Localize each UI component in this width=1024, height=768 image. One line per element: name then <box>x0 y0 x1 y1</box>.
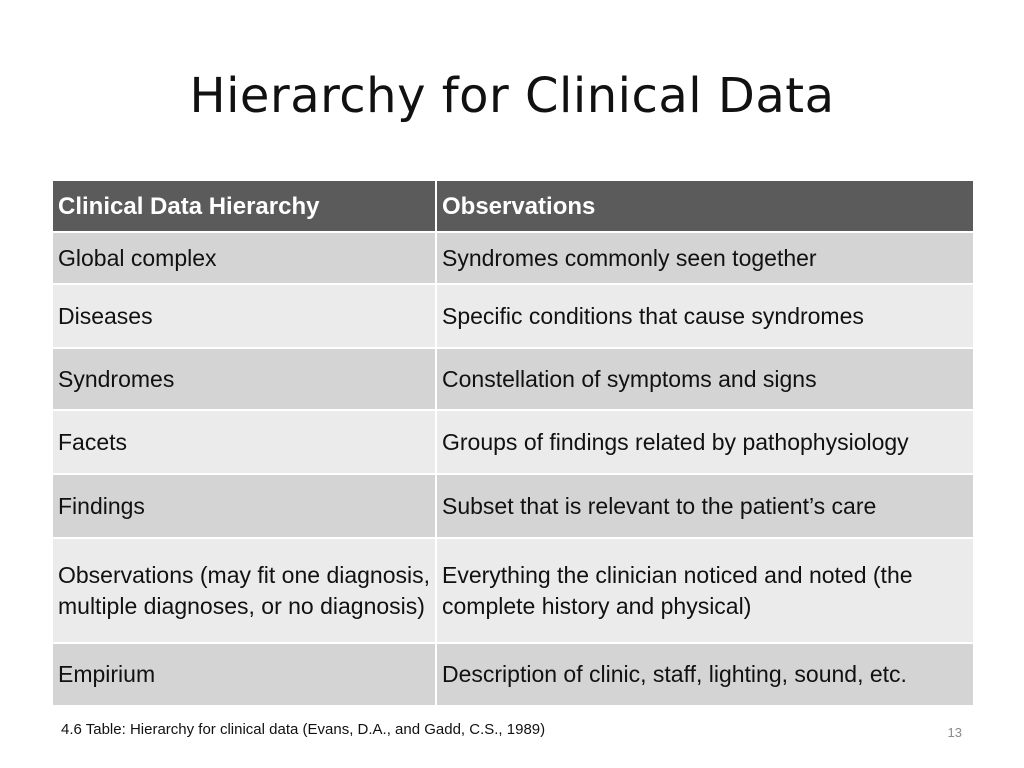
hierarchy-table <box>51 179 975 707</box>
table-row <box>52 474 974 538</box>
table-cell-observation: Specific conditions that cause syndromes <box>436 284 974 348</box>
table-cell-observation: Groups of findings related by pathophysiology <box>436 410 974 474</box>
table-header-row <box>52 180 974 232</box>
table-cell-observation: Everything the clinician noticed and noted (the complete history and physical) <box>436 538 974 643</box>
table-cell-observation: Syndromes commonly seen together <box>436 232 974 284</box>
table-row <box>52 643 974 706</box>
table-caption: 4.6 Table: Hierarchy for clinical data (Evans, D.A., and Gadd, C.S., 1989) <box>61 721 546 738</box>
slide-number: 13 <box>947 725 962 740</box>
table-row <box>52 348 974 410</box>
table-cell-level: Diseases <box>52 284 436 348</box>
table-row <box>52 284 974 348</box>
table-cell-level: Global complex <box>52 232 436 284</box>
table-cell-level: Syndromes <box>52 348 436 410</box>
table-cell-observation: Subset that is relevant to the patient’s care <box>436 474 974 538</box>
table-cell-level: Facets <box>52 410 436 474</box>
table-cell-observation: Description of clinic, staff, lighting, sound, etc. <box>436 643 974 706</box>
table-row <box>52 410 974 474</box>
slide-title: Hierarchy for Clinical Data <box>189 68 835 124</box>
table-cell-level: Findings <box>52 474 436 538</box>
column-header-observations: Observations <box>436 180 974 232</box>
table-cell-observation: Constellation of symptoms and signs <box>436 348 974 410</box>
table-row <box>52 538 974 643</box>
table-cell-level: Observations (may fit one diagnosis, multiple diagnoses, or no diagnosis) <box>52 538 436 643</box>
table-row <box>52 232 974 284</box>
table-cell-level: Empirium <box>52 643 436 706</box>
column-header-hierarchy: Clinical Data Hierarchy <box>52 180 436 232</box>
